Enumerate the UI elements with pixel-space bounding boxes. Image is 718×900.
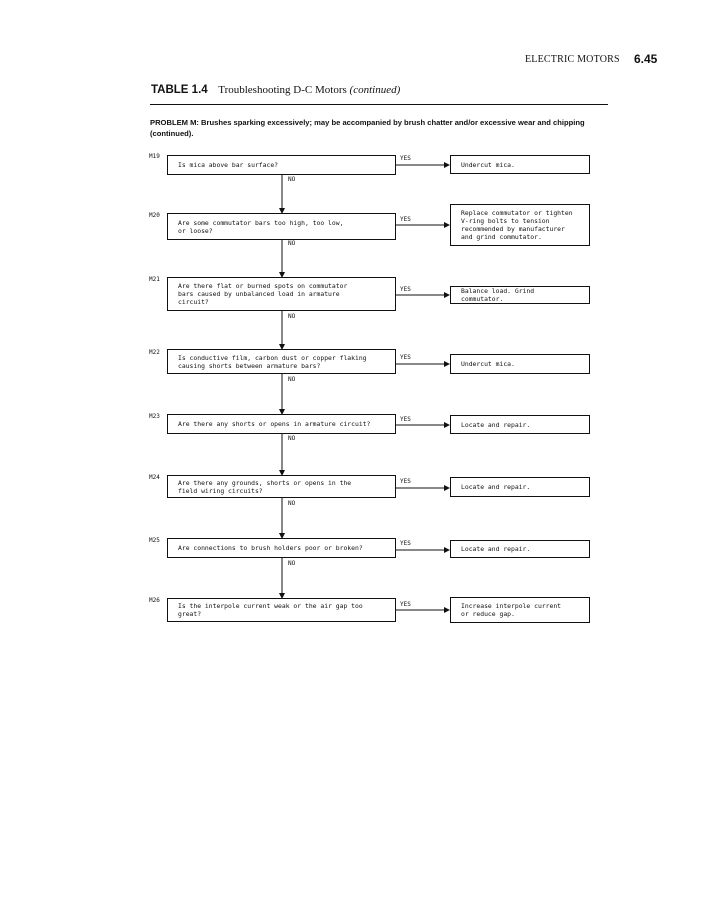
question-box-m22: Is conductive film, carbon dust or copper flaking causing shorts between armature bars? (167, 349, 396, 374)
step-code-m22: M22 (149, 349, 160, 356)
no-label-m22: NO (288, 376, 296, 383)
no-label-m24: NO (288, 500, 296, 507)
yes-label-m24: YES (400, 478, 411, 485)
question-box-m21: Are there flat or burned spots on commutator bars caused by unbalanced load in armature circuit? (167, 277, 396, 311)
answer-box-m24: Locate and repair. (450, 477, 590, 497)
answer-box-m19: Undercut mica. (450, 155, 590, 174)
page-number: 6.45 (634, 52, 658, 66)
step-code-m23: M23 (149, 413, 160, 420)
step-code-m19: M19 (149, 153, 160, 160)
no-label-m19: NO (288, 176, 296, 183)
answer-box-m26: Increase interpole current or reduce gap. (450, 597, 590, 623)
question-box-m23: Are there any shorts or opens in armature circuit? (167, 414, 396, 434)
running-header-title: ELECTRIC MOTORS (525, 54, 620, 65)
question-box-m24: Are there any grounds, shorts or opens in the field wiring circuits? (167, 475, 396, 498)
step-code-m20: M20 (149, 212, 160, 219)
yes-label-m25: YES (400, 540, 411, 547)
yes-label-m23: YES (400, 416, 411, 423)
no-label-m20: NO (288, 240, 296, 247)
yes-label-m26: YES (400, 601, 411, 608)
step-code-m21: M21 (149, 276, 160, 283)
problem-statement: PROBLEM M: Brushes sparking excessively; may be accompanied by brush chatter and/or excessive wear and chipping (continued). (150, 118, 585, 138)
step-code-m24: M24 (149, 474, 160, 481)
step-code-m25: M25 (149, 537, 160, 544)
question-box-m26: Is the interpole current weak or the air gap too great? (167, 598, 396, 622)
no-label-m25: NO (288, 560, 296, 567)
question-box-m20: Are some commutator bars too high, too low, or loose? (167, 213, 396, 240)
yes-label-m20: YES (400, 216, 411, 223)
answer-box-m25: Locate and repair. (450, 540, 590, 558)
yes-label-m22: YES (400, 354, 411, 361)
step-code-m26: M26 (149, 597, 160, 604)
answer-box-m20: Replace commutator or tighten V-ring bolts to tension recommended by manufacturer and grind commutator. (450, 204, 590, 246)
yes-label-m21: YES (400, 286, 411, 293)
question-box-m25: Are connections to brush holders poor or broken? (167, 538, 396, 558)
answer-box-m21: Balance load. Grind commutator. (450, 286, 590, 304)
no-label-m21: NO (288, 313, 296, 320)
table-label: TABLE 1.4 (151, 84, 208, 96)
table-title-suffix: (continued) (349, 84, 401, 96)
answer-box-m23: Locate and repair. (450, 415, 590, 434)
answer-box-m22: Undercut mica. (450, 354, 590, 374)
no-label-m23: NO (288, 435, 296, 442)
table-title: Troubleshooting D-C Motors (218, 84, 347, 96)
yes-label-m19: YES (400, 155, 411, 162)
question-box-m19: Is mica above bar surface? (167, 155, 396, 175)
